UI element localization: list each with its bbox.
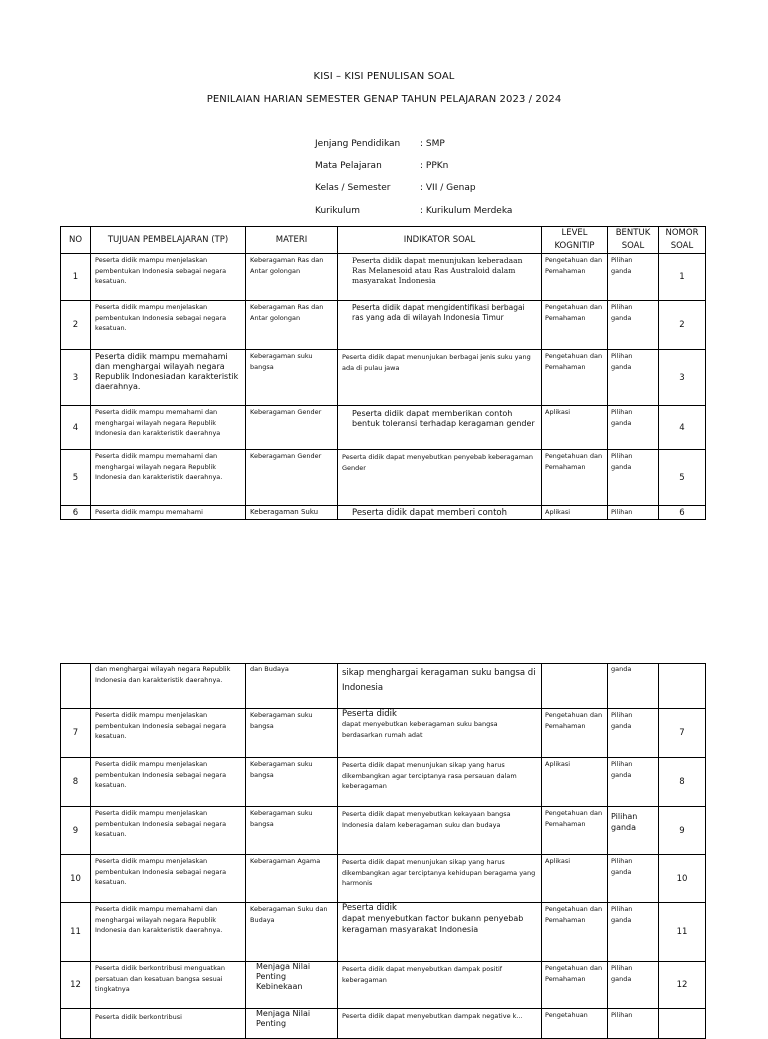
cell-bentuk — [608, 254, 659, 301]
cell-nomor: 8 — [659, 758, 706, 807]
table-row — [61, 758, 706, 807]
cell-tp — [91, 450, 246, 506]
cell-materi — [246, 962, 338, 1009]
cell-nomor: 11 — [659, 903, 706, 962]
cell-indikator-text: Peserta didik dapat menunjukan keberadaan Ras Melanesoid atau Ras Australoid dalam masyarakat Indonesia — [352, 256, 523, 285]
cell-materi-text: Keberagaman suku bangsa — [250, 711, 313, 730]
cell-nomor — [659, 664, 706, 709]
meta-value: : SMP — [420, 139, 445, 149]
cell-nomor: 2 — [659, 301, 706, 350]
cell-bentuk-text: ganda — [611, 665, 632, 673]
meta-label: Jenjang Pendidikan — [315, 139, 401, 149]
table-row — [61, 855, 706, 903]
cell-materi — [246, 254, 338, 301]
document-subtitle: PENILAIAN HARIAN SEMESTER GENAP TAHUN PELAJARAN 2023 / 2024 — [206, 94, 562, 105]
cell-tp-text: Peserta didik mampu memahami dan menghargai wilayah negara Republik Indonesia dan karakteristik daerahnya. — [95, 905, 223, 934]
cell-no: 12 — [61, 962, 91, 1009]
cell-level-text: Pengetahuan dan Pemahaman — [545, 256, 603, 275]
cell-materi — [246, 903, 338, 962]
cell-materi — [246, 664, 338, 709]
cell-bentuk-text: Pilihan ganda — [611, 760, 633, 779]
cell-nomor: 7 — [659, 709, 706, 758]
cell-indikator-text: Peserta didik dapat menunjukan sikap yang harus dikembangkan agar terciptanya kehidupan beragama yang harmonis — [342, 858, 536, 887]
table-row — [61, 506, 706, 520]
cell-indikator — [338, 406, 542, 450]
cell-bentuk — [608, 709, 659, 758]
cell-level — [542, 254, 608, 301]
cell-level — [542, 855, 608, 903]
cell-tp — [91, 758, 246, 807]
meta-label: Kurikulum — [315, 206, 360, 216]
cell-materi-text: dan Budaya — [250, 665, 289, 673]
cell-level-text: Pengetahuan dan Pemahaman — [545, 809, 603, 828]
cell-tp-text: Peserta didik mampu menjelaskan pembentukan Indonesia sebagai negara kesatuan. — [95, 256, 227, 285]
cell-tp-text: Peserta didik mampu menjelaskan pembentukan Indonesia sebagai negara kesatuan. — [95, 809, 227, 838]
cell-indikator — [338, 709, 542, 758]
cell-level — [542, 406, 608, 450]
cell-bentuk-text: Pilihan — [611, 508, 633, 516]
header-indikator: INDIKATOR SOAL — [338, 227, 542, 254]
cell-tp — [91, 406, 246, 450]
table-row — [61, 903, 706, 962]
cell-level-text: Pengetahuan dan Pemahaman — [545, 452, 603, 471]
header-nomor: NOMOR SOAL — [659, 227, 706, 254]
cell-tp — [91, 350, 246, 406]
cell-materi — [246, 855, 338, 903]
cell-indikator-text: sikap menghargai keragaman suku bangsa di Indonesia — [342, 668, 536, 693]
cell-no: 8 — [61, 758, 91, 807]
cell-bentuk-text: Pilihan — [611, 1011, 633, 1019]
cell-level — [542, 709, 608, 758]
cell-bentuk-text: Pilihan ganda — [611, 812, 638, 832]
cell-level-text: Aplikasi — [545, 857, 571, 865]
cell-materi — [246, 709, 338, 758]
cell-level — [542, 450, 608, 506]
cell-materi — [246, 758, 338, 807]
cell-level-text: Pengetahuan dan Pemahaman — [545, 711, 603, 730]
cell-level-text: Aplikasi — [545, 760, 571, 768]
cell-level — [542, 903, 608, 962]
cell-tp-text: Peserta didik mampu menjelaskan pembentukan Indonesia sebagai negara kesatuan. — [95, 760, 227, 789]
cell-bentuk-text: Pilihan ganda — [611, 711, 633, 730]
cell-tp-text: Peserta didik mampu memahami — [95, 508, 203, 516]
cell-materi — [246, 350, 338, 406]
cell-indikator — [338, 903, 542, 962]
cell-nomor: 4 — [659, 406, 706, 450]
kisi-table-page-1 — [60, 226, 706, 520]
kisi-table-page-2 — [60, 663, 706, 1039]
cell-indikator-text: dapat menyebutkan factor bukann penyebab keragaman masyarakat Indonesia — [342, 914, 524, 934]
cell-tp-text: dan menghargai wilayah negara Republik Indonesia dan karakteristik daerahnya. — [95, 665, 231, 684]
table-header-row — [61, 227, 706, 254]
cell-no: 2 — [61, 301, 91, 350]
cell-materi-text: Keberagaman suku bangsa — [250, 809, 313, 828]
cell-bentuk — [608, 807, 659, 855]
cell-no: 7 — [61, 709, 91, 758]
cell-no: 6 — [61, 506, 91, 520]
cell-level — [542, 664, 608, 709]
cell-no: 4 — [61, 406, 91, 450]
cell-no: 10 — [61, 855, 91, 903]
header-no: NO — [61, 227, 91, 254]
table-row — [61, 709, 706, 758]
table-row — [61, 962, 706, 1009]
cell-tp-text: Peserta didik berkontribusi — [95, 1013, 182, 1021]
meta-label: Kelas / Semester — [315, 183, 391, 193]
cell-tp-text: Peserta didik mampu menjelaskan pembentukan Indonesia sebagai negara kesatuan. — [95, 303, 227, 332]
cell-tp — [91, 962, 246, 1009]
cell-indikator — [338, 450, 542, 506]
cell-indikator-text: dapat menyebutkan keberagaman suku bangsa berdasarkan rumah adat — [342, 720, 498, 739]
cell-materi-text: Keberagaman Ras dan Antar golongan — [250, 256, 324, 275]
cell-no: 9 — [61, 807, 91, 855]
cell-nomor: 3 — [659, 350, 706, 406]
cell-bentuk-text: Pilihan ganda — [611, 303, 633, 322]
cell-no: 3 — [61, 350, 91, 406]
cell-tp — [91, 664, 246, 709]
table-row — [61, 664, 706, 709]
table-row — [61, 350, 706, 406]
table-row — [61, 301, 706, 350]
cell-level — [542, 301, 608, 350]
cell-indikator-text: Peserta didik dapat menunjukan berbagai jenis suku yang ada di pulau jawa — [342, 353, 531, 372]
cell-level — [542, 758, 608, 807]
cell-no — [61, 664, 91, 709]
cell-materi-text: Keberagaman Agama — [250, 857, 321, 865]
table-row — [61, 807, 706, 855]
cell-nomor: 9 — [659, 807, 706, 855]
cell-bentuk — [608, 506, 659, 520]
cell-level-text: Pengetahuan — [545, 1011, 588, 1019]
cell-bentuk-text: Pilihan ganda — [611, 905, 633, 924]
header-materi: MATERI — [246, 227, 338, 254]
cell-indikator — [338, 506, 542, 520]
cell-level — [542, 962, 608, 1009]
header-level: LEVEL KOGNITIP — [542, 227, 608, 254]
cell-no: 5 — [61, 450, 91, 506]
cell-level-text: Pengetahuan dan Pemahaman — [545, 905, 603, 924]
cell-indikator-text: Peserta didik dapat menyebutkan kekayaan bangsa Indonesia dalam keberagaman suku dan budaya — [342, 810, 511, 829]
document-title: KISI – KISI PENULISAN SOAL — [313, 71, 455, 82]
cell-level-text: Pengetahuan dan Pemahaman — [545, 352, 603, 371]
cell-indikator-head: Peserta didik — [342, 903, 397, 913]
cell-bentuk-text: Pilihan ganda — [611, 256, 633, 275]
header-bentuk: BENTUK SOAL — [608, 227, 659, 254]
cell-bentuk-text: Pilihan ganda — [611, 964, 633, 983]
cell-bentuk — [608, 855, 659, 903]
cell-indikator — [338, 758, 542, 807]
cell-materi-text: Keberagaman Gender — [250, 452, 322, 460]
cell-materi-text: Keberagaman Suku dan Budaya — [250, 905, 328, 924]
cell-tp-text: Peserta didik mampu memahami dan menghargai wilayah negara Republik Indonesia dan karakteristik daerahnya — [95, 408, 221, 437]
meta-value: : PPKn — [420, 161, 449, 171]
cell-indikator — [338, 350, 542, 406]
cell-indikator — [338, 855, 542, 903]
table-row — [61, 254, 706, 301]
cell-level — [542, 350, 608, 406]
cell-tp-text: Peserta didik mampu menjelaskan pembentukan Indonesia sebagai negara kesatuan. — [95, 711, 227, 740]
cell-indikator — [338, 807, 542, 855]
cell-bentuk — [608, 301, 659, 350]
cell-bentuk — [608, 664, 659, 709]
cell-bentuk — [608, 758, 659, 807]
cell-bentuk — [608, 406, 659, 450]
cell-indikator-text: Peserta didik dapat menunjukan sikap yang harus dikembangkan agar terciptanya rasa persauan dalam keberagaman — [342, 761, 517, 790]
cell-indikator-head: Peserta didik — [342, 709, 397, 719]
header-tp: TUJUAN PEMBELAJARAN (TP) — [91, 227, 246, 254]
cell-indikator-text: Peserta didik dapat menyebutkan dampak positif keberagaman — [342, 965, 503, 984]
cell-level-text: Aplikasi — [545, 408, 571, 416]
meta-value: : Kurikulum Merdeka — [420, 206, 513, 216]
meta-value: : VII / Genap — [420, 183, 476, 193]
cell-bentuk — [608, 962, 659, 1009]
cell-nomor: 6 — [659, 506, 706, 520]
cell-tp — [91, 301, 246, 350]
cell-level-text: Pengetahuan dan Pemahaman — [545, 964, 603, 983]
cell-level-text: Aplikasi — [545, 508, 571, 516]
cell-bentuk — [608, 450, 659, 506]
cell-materi-text: Keberagaman suku bangsa — [250, 352, 313, 371]
cell-tp-text: Peserta didik mampu memahami dan menghargai wilayah negara Republik Indonesia dan karakteristik daerahnya. — [95, 452, 223, 481]
cell-bentuk-text: Pilihan ganda — [611, 408, 633, 427]
cell-materi — [246, 807, 338, 855]
cell-nomor: 12 — [659, 962, 706, 1009]
cell-indikator-text: Peserta didik dapat memberi contoh — [352, 508, 507, 518]
cell-tp — [91, 807, 246, 855]
meta-label: Mata Pelajaran — [315, 161, 382, 171]
cell-tp — [91, 506, 246, 520]
cell-tp — [91, 855, 246, 903]
cell-bentuk — [608, 903, 659, 962]
cell-indikator-text: Peserta didik dapat memberikan contoh bentuk toleransi terhadap keragaman gender — [352, 409, 535, 428]
cell-materi — [246, 450, 338, 506]
cell-tp — [91, 709, 246, 758]
cell-indikator-text: Peserta didik dapat menyebutkan dampak negative k... — [342, 1012, 523, 1020]
cell-materi-text: Keberagaman Ras dan Antar golongan — [250, 303, 324, 322]
cell-materi-text: Keberagaman suku bangsa — [250, 760, 313, 779]
cell-materi — [246, 406, 338, 450]
cell-tp-text: Peserta didik berkontribusi menguatkan persatuan dan kesatuan bangsa sesuai tingkatnya — [95, 964, 225, 993]
cell-tp — [91, 254, 246, 301]
cell-tp-text: Peserta didik mampu memahami dan menghargai wilayah negara Republik Indonesiadan karakteristik daerahnya. — [95, 352, 239, 391]
cell-bentuk-text: Pilihan ganda — [611, 857, 633, 876]
cell-materi — [246, 506, 338, 520]
cell-materi-text: Menjaga Nilai Penting — [256, 1009, 311, 1028]
cell-indikator — [338, 664, 542, 709]
cell-bentuk — [608, 350, 659, 406]
cell-indikator-text: Peserta didik dapat menyebutkan penyebab keberagaman Gender — [342, 453, 534, 472]
cell-level — [542, 807, 608, 855]
cell-level-text — [542, 664, 607, 665]
cell-nomor: 1 — [659, 254, 706, 301]
cell-materi-text: Menjaga Nilai Penting Kebinekaan — [256, 962, 311, 991]
cell-materi — [246, 301, 338, 350]
cell-indikator — [338, 301, 542, 350]
cell-no: 1 — [61, 254, 91, 301]
cell-materi-text: Keberagaman Suku — [250, 508, 319, 516]
cell-materi-text: Keberagaman Gender — [250, 408, 322, 416]
cell-bentuk-text: Pilihan ganda — [611, 452, 633, 471]
cell-tp — [91, 903, 246, 962]
cell-level-text: Pengetahuan dan Pemahaman — [545, 303, 603, 322]
cell-nomor: 10 — [659, 855, 706, 903]
cell-tp-text: Peserta didik mampu menjelaskan pembentukan Indonesia sebagai negara kesatuan. — [95, 857, 227, 886]
table-row — [61, 406, 706, 450]
cell-indikator-text: Peserta didik dapat mengidentifikasi berbagai ras yang ada di wilayah Indonesia Timur — [352, 303, 525, 322]
table-row — [61, 450, 706, 506]
cell-no: 11 — [61, 903, 91, 962]
cell-indikator — [338, 254, 542, 301]
cell-bentuk-text: Pilihan ganda — [611, 352, 633, 371]
cell-level — [542, 506, 608, 520]
cell-indikator — [338, 962, 542, 1009]
cell-nomor: 5 — [659, 450, 706, 506]
